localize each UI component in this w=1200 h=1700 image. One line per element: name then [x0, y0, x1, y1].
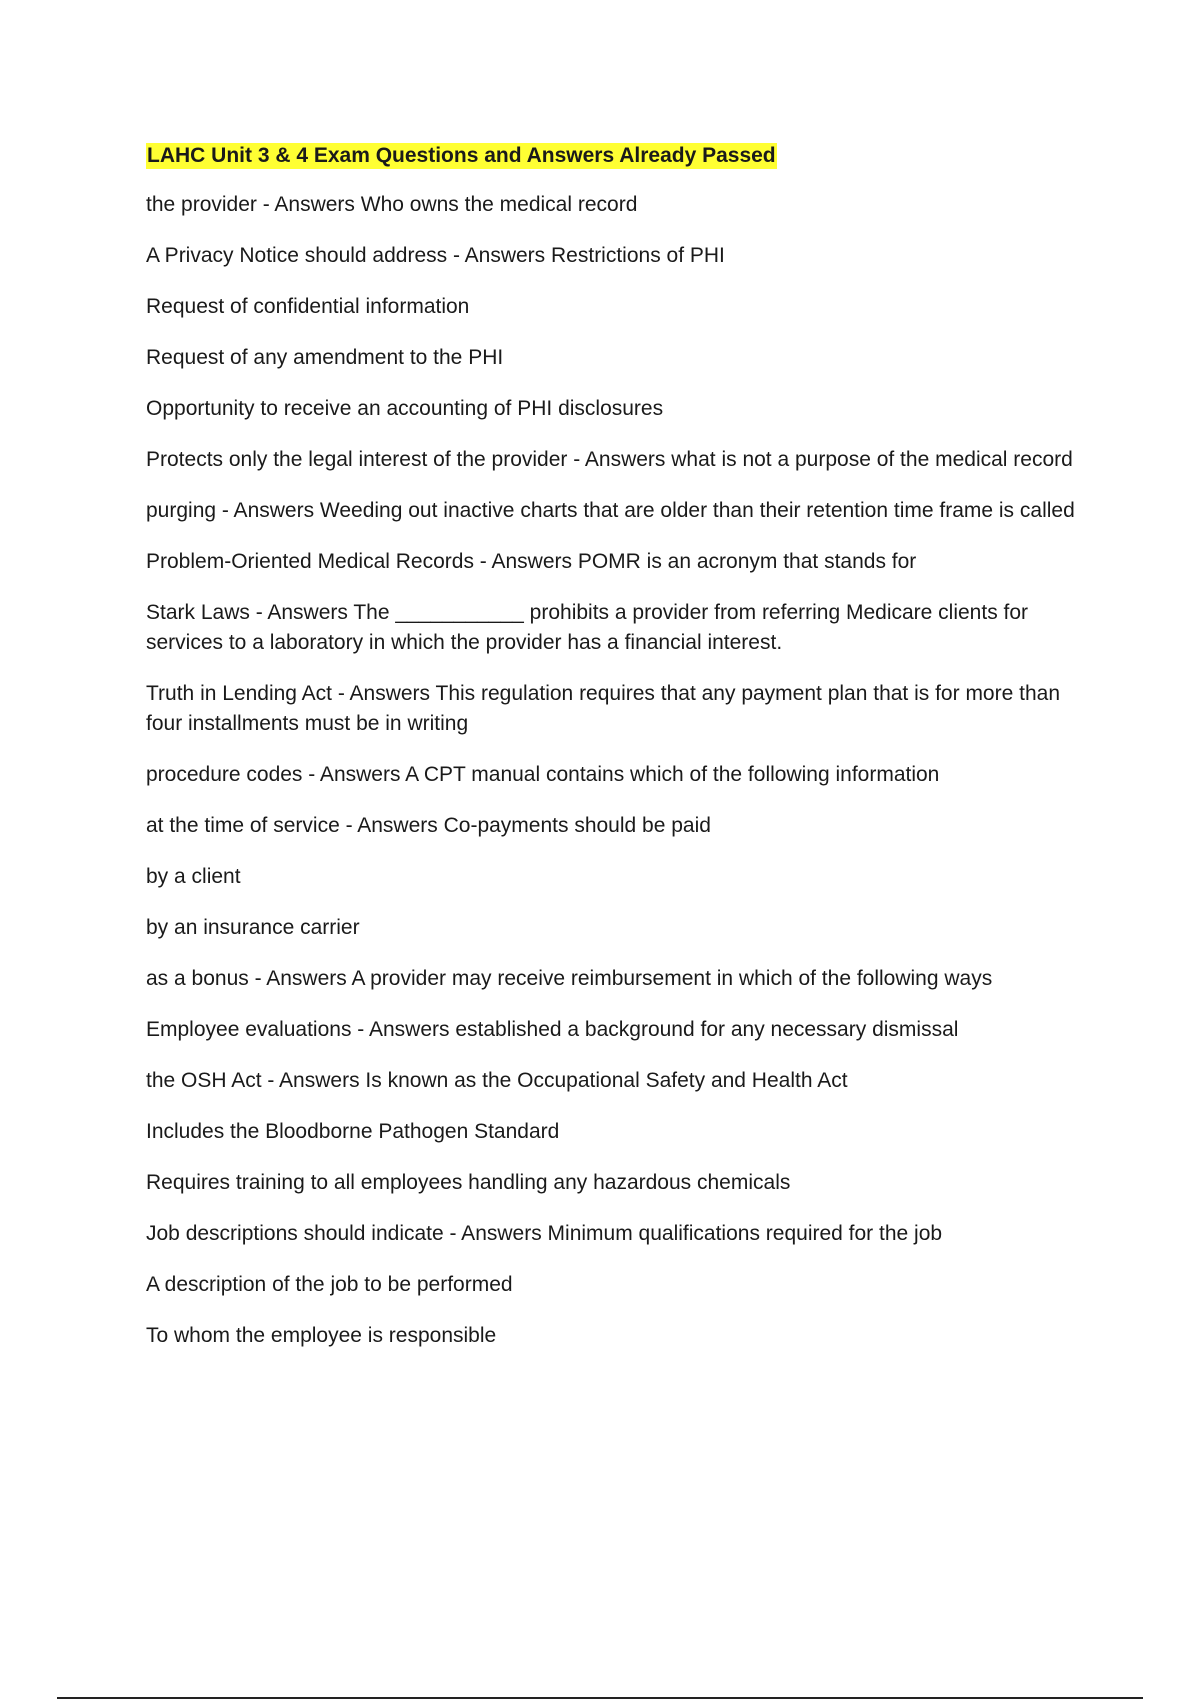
qa-entry: the OSH Act - Answers Is known as the Occupational Safety and Health Act: [146, 1069, 848, 1092]
qa-entry: Opportunity to receive an accounting of PHI disclosures: [146, 397, 664, 420]
qa-entry: A Privacy Notice should address - Answers Restrictions of PHI: [146, 244, 725, 267]
qa-entry: by an insurance carrier: [146, 916, 360, 939]
qa-entry: Request of any amendment to the PHI: [146, 346, 504, 369]
qa-entry: purging - Answers Weeding out inactive charts that are older than their retention time frame is called: [146, 499, 1075, 522]
qa-entry: as a bonus - Answers A provider may receive reimbursement in which of the following ways: [146, 967, 993, 990]
qa-entry: by a client: [146, 865, 241, 888]
qa-entry: at the time of service - Answers Co-payments should be paid: [146, 814, 711, 837]
qa-entry: the provider - Answers Who owns the medical record: [146, 193, 638, 216]
document-title: LAHC Unit 3 & 4 Exam Questions and Answers Already Passed: [147, 144, 776, 167]
qa-entry: To whom the employee is responsible: [146, 1324, 497, 1347]
footer-divider: [57, 1697, 1143, 1699]
qa-entry: Problem-Oriented Medical Records - Answers POMR is an acronym that stands for: [146, 550, 917, 573]
qa-entry: Employee evaluations - Answers established a background for any necessary dismissal: [146, 1018, 959, 1041]
qa-entry: Stark Laws - Answers The ___________ prohibits a provider from referring Medicare clients for services to a laboratory in which the provider has a financial interest.: [146, 601, 1029, 654]
document-body: [146, 143, 1076, 1372]
qa-entry: Job descriptions should indicate - Answers Minimum qualifications required for the job: [146, 1222, 943, 1245]
qa-entry: Protects only the legal interest of the provider - Answers what is not a purpose of the medical record: [146, 448, 1073, 471]
qa-entry: Requires training to all employees handling any hazardous chemicals: [146, 1171, 791, 1194]
qa-entry: Truth in Lending Act - Answers This regulation requires that any payment plan that is for more than four installments must be in writing: [146, 682, 1060, 735]
qa-entry: procedure codes - Answers A CPT manual contains which of the following information: [146, 763, 940, 786]
qa-entry: Request of confidential information: [146, 295, 470, 318]
qa-entry: A description of the job to be performed: [146, 1273, 513, 1296]
qa-entry: Includes the Bloodborne Pathogen Standard: [146, 1120, 560, 1143]
